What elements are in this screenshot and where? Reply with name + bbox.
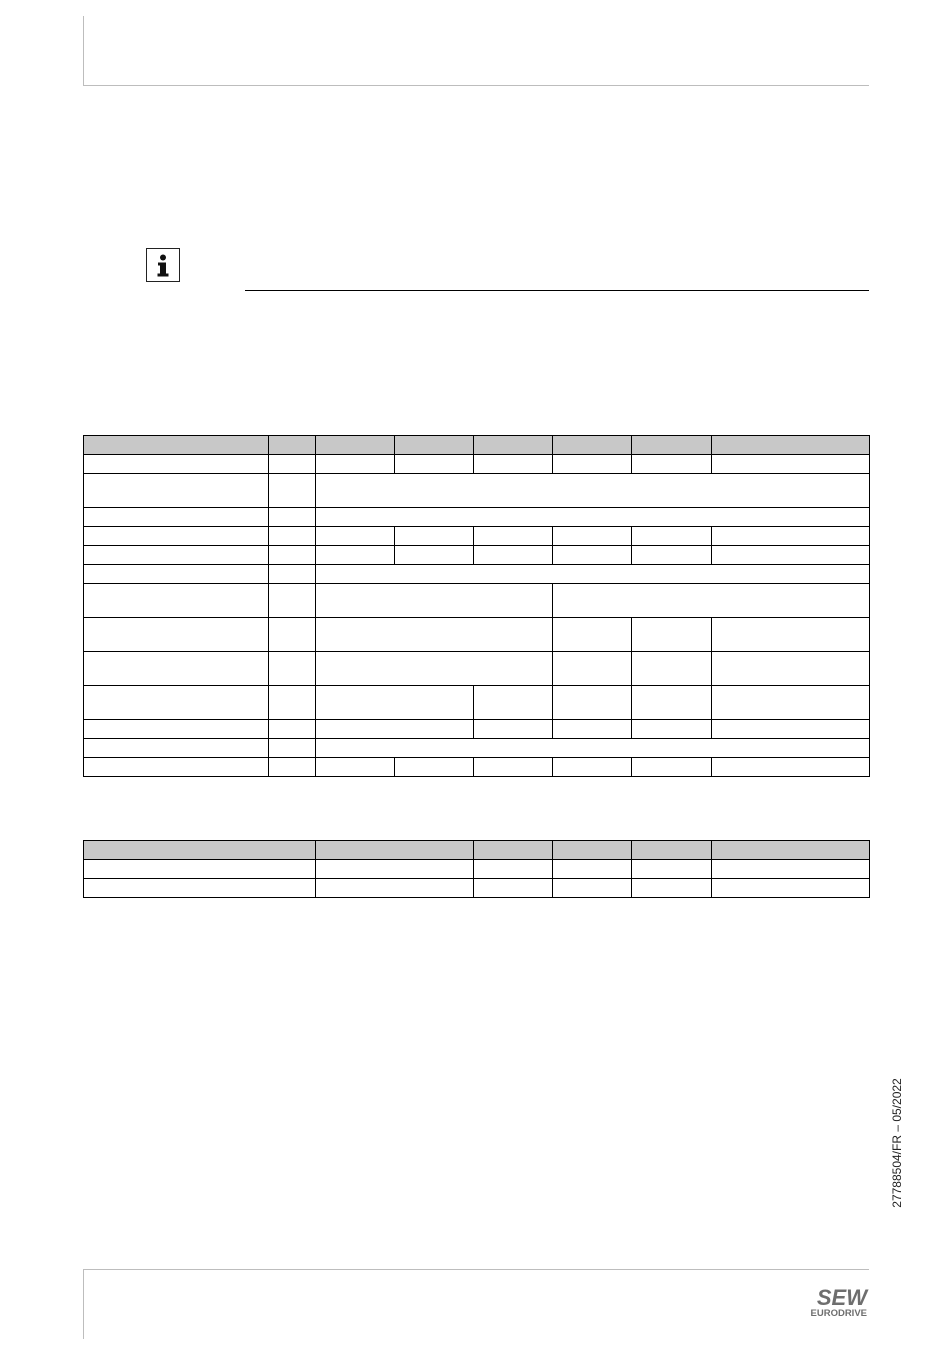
- table-cell: [316, 739, 870, 758]
- table-cell: [269, 584, 316, 618]
- table-cell: [632, 527, 712, 546]
- table-cell: [553, 436, 632, 455]
- logo-text-eurodrive: EURODRIVE: [810, 1308, 867, 1319]
- table-cell: [712, 618, 870, 652]
- table-cell: [712, 652, 870, 686]
- table-cell: [553, 841, 632, 860]
- table-cell: [553, 879, 632, 898]
- table-cell: [84, 739, 269, 758]
- table-row: [84, 474, 870, 508]
- table-cell: [269, 474, 316, 508]
- table-cell: [269, 527, 316, 546]
- info-icon: [146, 248, 180, 282]
- table-cell: [316, 841, 474, 860]
- table-cell: [316, 652, 553, 686]
- table-cell: [84, 508, 269, 527]
- table-cell: [269, 436, 316, 455]
- table-row: [84, 546, 870, 565]
- table-cell: [316, 436, 395, 455]
- table-cell: [474, 860, 553, 879]
- table-cell: [84, 841, 316, 860]
- table-cell: [474, 546, 553, 565]
- table-cell: [316, 565, 870, 584]
- table-row: [84, 508, 870, 527]
- secondary-data-table: [83, 840, 870, 898]
- table-cell: [84, 527, 269, 546]
- table-cell: [84, 546, 269, 565]
- table-cell: [553, 546, 632, 565]
- table-cell: [712, 455, 870, 474]
- table-cell: [632, 686, 712, 720]
- table-cell: [316, 879, 474, 898]
- table-cell: [553, 618, 632, 652]
- table-cell: [269, 455, 316, 474]
- table-header-row: [84, 436, 870, 455]
- table-row: [84, 565, 870, 584]
- table-row: [84, 686, 870, 720]
- table-cell: [316, 758, 395, 777]
- footer-horizontal-rule: [83, 1269, 869, 1270]
- table-cell: [269, 546, 316, 565]
- table-cell: [632, 436, 712, 455]
- table-row: [84, 652, 870, 686]
- footer-vertical-rule: [83, 1269, 84, 1339]
- table-cell: [316, 455, 395, 474]
- table-cell: [269, 686, 316, 720]
- table-cell: [474, 720, 553, 739]
- table-cell: [712, 527, 870, 546]
- table-cell: [474, 436, 553, 455]
- header-vertical-rule: [83, 16, 84, 86]
- table-cell: [316, 720, 474, 739]
- table-row: [84, 455, 870, 474]
- table-cell: [632, 841, 712, 860]
- table-cell: [474, 879, 553, 898]
- sew-eurodrive-logo: [797, 1283, 869, 1319]
- table-cell: [395, 455, 474, 474]
- table-cell: [712, 879, 870, 898]
- table-cell: [84, 652, 269, 686]
- table-cell: [395, 546, 474, 565]
- table-cell: [84, 618, 269, 652]
- logo-text-sew: SEW: [816, 1285, 867, 1310]
- table-cell: [316, 584, 553, 618]
- table-cell: [395, 436, 474, 455]
- table-cell: [712, 436, 870, 455]
- table-cell: [269, 508, 316, 527]
- table-cell: [632, 652, 712, 686]
- table-row: [84, 739, 870, 758]
- table-cell: [84, 565, 269, 584]
- table-cell: [316, 508, 870, 527]
- table-row: [84, 720, 870, 739]
- table-cell: [553, 686, 632, 720]
- table-cell: [632, 546, 712, 565]
- table-cell: [474, 455, 553, 474]
- table-cell: [474, 758, 553, 777]
- document-reference: 27788504/FR – 05/2022: [890, 1078, 904, 1208]
- table-cell: [316, 860, 474, 879]
- table-cell: [474, 527, 553, 546]
- table-cell: [474, 686, 553, 720]
- table-cell: [84, 720, 269, 739]
- table-cell: [553, 758, 632, 777]
- table-cell: [269, 758, 316, 777]
- table-cell: [712, 860, 870, 879]
- table-cell: [269, 739, 316, 758]
- table-cell: [553, 455, 632, 474]
- table-cell: [269, 652, 316, 686]
- table-cell: [84, 879, 316, 898]
- table-cell: [553, 720, 632, 739]
- table-row: [84, 618, 870, 652]
- table-cell: [316, 686, 474, 720]
- table-cell: [269, 720, 316, 739]
- table-cell: [553, 860, 632, 879]
- table-cell: [553, 652, 632, 686]
- table-cell: [632, 720, 712, 739]
- table-cell: [395, 527, 474, 546]
- header-horizontal-rule: [83, 85, 869, 86]
- table-cell: [84, 860, 316, 879]
- table-cell: [316, 546, 395, 565]
- table-cell: [712, 546, 870, 565]
- table-row: [84, 879, 870, 898]
- table-row: [84, 758, 870, 777]
- table-cell: [553, 584, 870, 618]
- table-cell: [395, 758, 474, 777]
- table-cell: [474, 841, 553, 860]
- table-cell: [269, 565, 316, 584]
- table-cell: [632, 455, 712, 474]
- table-cell: [269, 618, 316, 652]
- table-row: [84, 584, 870, 618]
- table-cell: [84, 455, 269, 474]
- table-cell: [316, 474, 870, 508]
- table-cell: [84, 474, 269, 508]
- table-cell: [316, 618, 553, 652]
- table-cell: [553, 527, 632, 546]
- technical-data-table: [83, 435, 870, 777]
- table-cell: [712, 720, 870, 739]
- table-cell: [712, 758, 870, 777]
- table-cell: [84, 758, 269, 777]
- table-cell: [84, 436, 269, 455]
- table-cell: [632, 758, 712, 777]
- table-cell: [632, 618, 712, 652]
- table-cell: [712, 686, 870, 720]
- table-row: [84, 527, 870, 546]
- table-cell: [632, 860, 712, 879]
- table-cell: [84, 686, 269, 720]
- table-cell: [632, 879, 712, 898]
- table-cell: [712, 841, 870, 860]
- note-underline-rule: [245, 290, 869, 291]
- table-row: [84, 860, 870, 879]
- table-cell: [84, 584, 269, 618]
- table-cell: [316, 527, 395, 546]
- table-header-row: [84, 841, 870, 860]
